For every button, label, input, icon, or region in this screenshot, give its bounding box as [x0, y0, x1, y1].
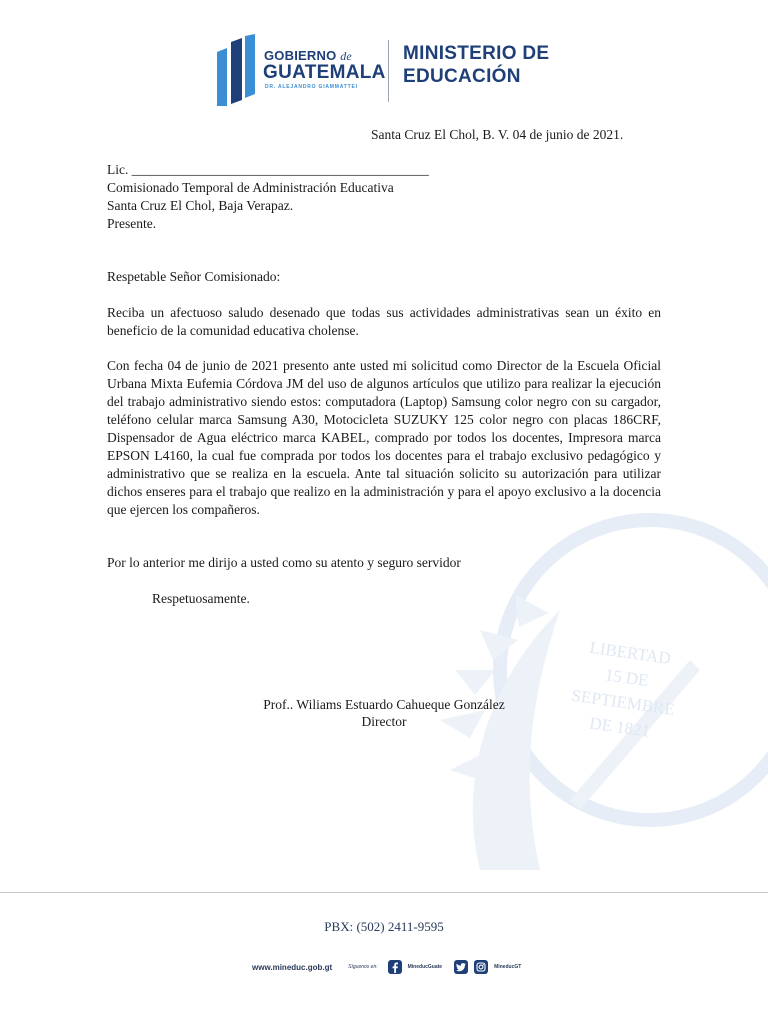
body-paragraph: Con fecha 04 de junio de 2021 presento ante usted mi solicitud como Director de la Escuela Oficial Urbana Mixta Eufemia Córdova JM del uso de algunos artículos que utilizo para realizar la ejecución del trabajo administrativo siendo estos: computadora (Laptop) Samsung color negro con su cargador, teléfono celular marca Samsung A30, Motocicleta SUZUKY 125 color negro con placas 186CRF, Dispensador de Agua eléctrico marca KABEL, comprado por todos los docentes, Impresora marca EPSON L4160, la cual fue comprada por todos los docentes para el trabajo exclusivo pedagógico y administrativo que se realiza en la escuela. Ante tal situación solicito su autorización para utilizar dichos enseres para el trabajo que realizo en la administración y para el apoyo exclusivo a la docencia que ejercen los compañeros.	[107, 358, 661, 517]
closing: Respetuosamente.	[152, 591, 250, 606]
instagram-icon[interactable]	[474, 960, 488, 974]
letter-date: Santa Cruz El Chol, B. V. 04 de junio de 2021.	[371, 127, 624, 142]
gobierno-label: GOBIERNO de	[264, 48, 352, 63]
watermark-line: DE 1821	[588, 713, 652, 741]
watermark-inscription	[549, 631, 702, 750]
footer-divider	[0, 892, 768, 893]
signer-name: Prof.. Wiliams Estuardo Cahueque González	[263, 697, 505, 712]
signer-role: Director	[361, 714, 407, 729]
guatemala-label: GUATEMALA	[263, 62, 386, 83]
twitter-instagram-handle[interactable]: MineducGT	[494, 964, 522, 970]
facebook-icon[interactable]	[388, 960, 402, 974]
watermark-line: 15 DE	[603, 665, 650, 691]
ministerio-label: MINISTERIO DE	[403, 43, 550, 64]
follow-label: Síguenos en:	[348, 964, 378, 970]
president-name: DR. ALEJANDRO GIAMMATTEI	[265, 84, 358, 90]
facebook-handle[interactable]: MineducGuate	[407, 964, 443, 970]
recipient-position: Comisionado Temporal de Administración Educativa	[107, 180, 394, 195]
body-paragraph: Por lo anterior me dirijo a usted como su atento y seguro servidor	[107, 555, 461, 570]
educacion-label: EDUCACIÓN	[403, 66, 521, 87]
header-divider	[388, 40, 389, 102]
watermark-line: SEPTIEMBRE	[570, 685, 677, 720]
recipient-location: Santa Cruz El Chol, Baja Verapaz.	[107, 198, 294, 213]
letterhead	[0, 28, 768, 118]
phone-number: PBX: (502) 2411-9595	[324, 919, 444, 934]
government-logo-icon	[215, 34, 257, 106]
watermark-line: LIBERTAD	[588, 637, 672, 668]
salutation: Respetable Señor Comisionado:	[107, 269, 281, 284]
presente-label: Presente.	[107, 216, 157, 231]
recipient-title: Lic. ____________________________________________	[107, 162, 429, 177]
website-link[interactable]: www.mineduc.gob.gt	[252, 962, 333, 972]
twitter-icon[interactable]	[454, 960, 468, 974]
body-paragraph: Reciba un afectuoso saludo desenado que todas sus actividades administrativas sean un éxito en beneficio de la comunidad educativa cholense.	[107, 305, 661, 338]
social-links	[252, 957, 527, 977]
